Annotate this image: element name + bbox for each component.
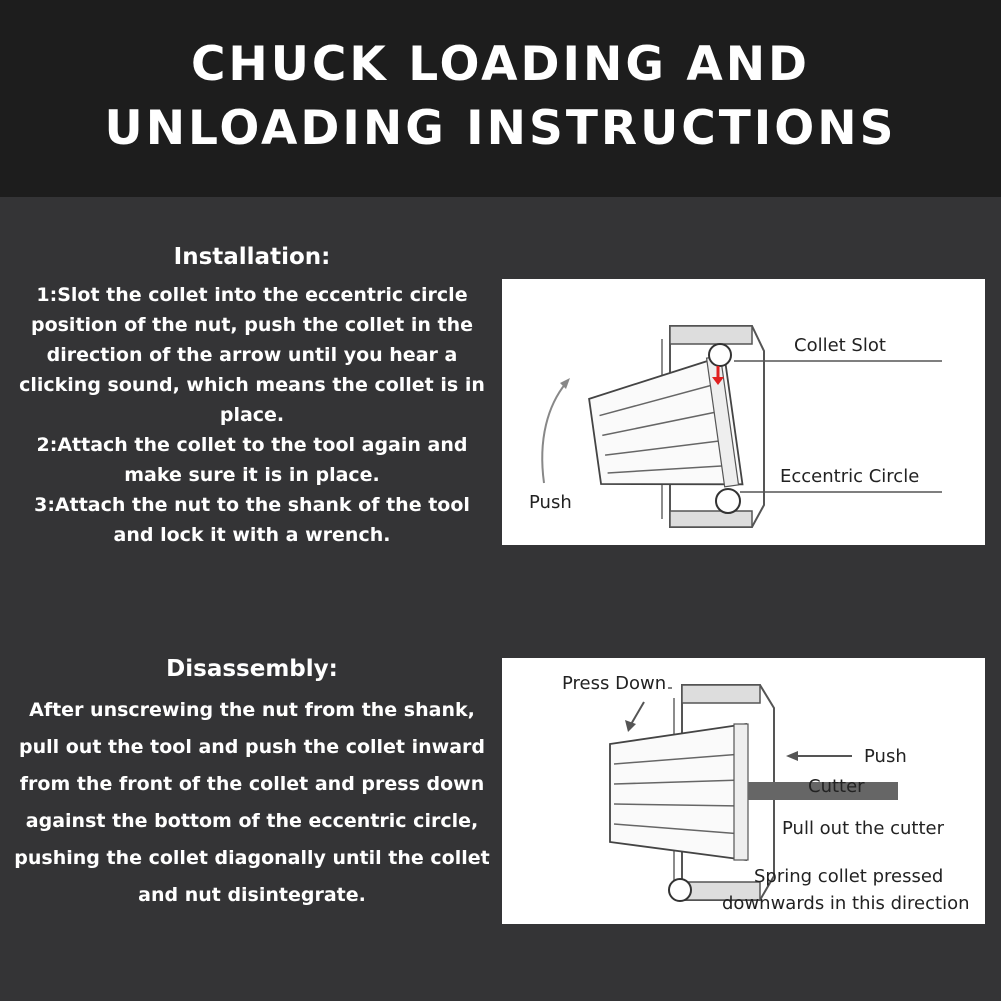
installation-line: 1:Slot the collet into the eccentric circle [36,284,468,306]
installation-line: position of the nut, push the collet in the [30,314,474,336]
cutter-label: Cutter [808,776,865,797]
installation-line: direction of the arrow until you hear a [46,344,458,366]
disassembly-line: pull out the tool and push the collet inward [18,736,486,758]
collet-flange [734,724,748,860]
installation-line: 2:Attach the collet to the tool again and [36,434,468,456]
push-arrowhead-icon [786,751,798,761]
push-arrow-icon [542,383,566,483]
nut-top-hatch [682,685,760,703]
installation-line: and lock it with a wrench. [113,524,391,546]
push-label: Push [864,746,907,767]
installation-diagram-svg [502,279,985,545]
spring-label-line1: Spring collet pressed [754,866,944,887]
pull-out-label: Pull out the cutter [782,818,945,839]
disassembly-heading: Disassembly: [166,656,338,682]
installation-line: clicking sound, which means the collet is in [19,374,485,396]
spring-label-line2: downwards in this direction [722,893,970,914]
press-down-label: Press Down [562,673,667,694]
installation-line: make sure it is in place. [124,464,380,486]
press-down-arrowhead-icon [625,720,636,732]
installation-text [14,280,490,550]
disassembly-line: against the bottom of the eccentric circle, [25,810,479,832]
nut-top-hatch [670,326,752,344]
collet-slot-label: Collet Slot [794,335,886,356]
nut-bottom-hatch [670,511,752,527]
push-label: Push [529,492,572,513]
disassembly-line: After unscrewing the nut from the shank, [29,699,475,721]
title-line-1: CHUCK LOADING AND [190,37,811,92]
installation-line: place. [219,404,285,426]
eccentric-circle [716,489,740,513]
installation-diagram [502,279,985,545]
disassembly-diagram-svg [502,658,985,924]
eccentric-circle [669,879,691,901]
title-line-2: UNLOADING INSTRUCTIONS [104,101,897,156]
title-banner [0,0,1001,197]
collet-slot-circle [709,344,731,366]
disassembly-diagram [502,658,985,924]
disassembly-line: pushing the collet diagonally until the collet [14,847,490,869]
installation-line: 3:Attach the nut to the shank of the tool [34,494,470,516]
disassembly-text [6,692,498,914]
press-down-arrow-icon [630,702,644,726]
installation-heading: Installation: [173,244,331,270]
disassembly-line: and nut disintegrate. [138,884,366,906]
eccentric-circle-label: Eccentric Circle [780,466,920,487]
disassembly-line: from the front of the collet and press down [19,773,485,795]
collet [610,724,746,860]
